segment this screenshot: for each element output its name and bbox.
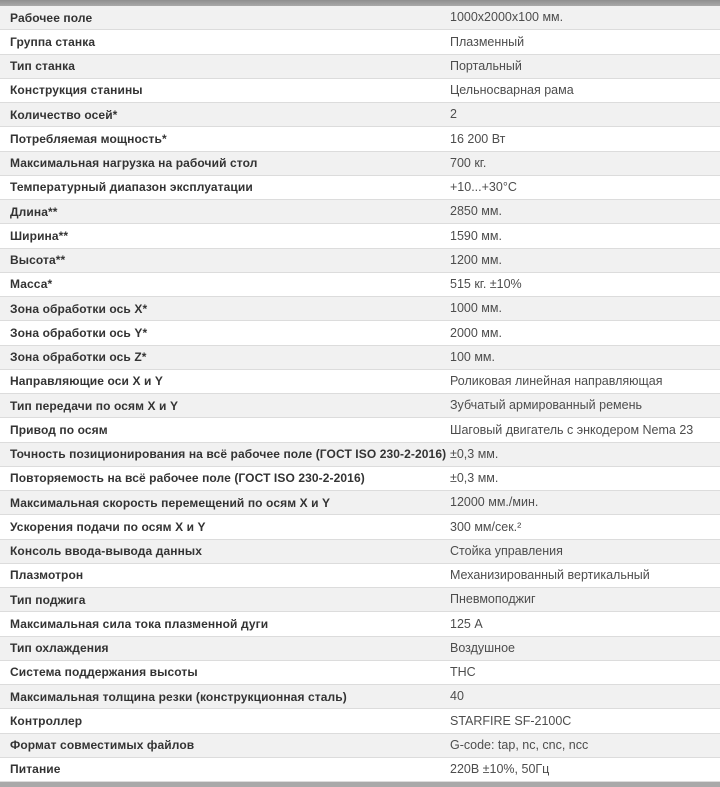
table-row <box>0 152 720 176</box>
spec-value: Цельносварная рама <box>450 83 574 98</box>
table-row <box>0 443 720 467</box>
table-row <box>0 79 720 103</box>
spec-value: Роликовая линейная направляющая <box>450 374 663 389</box>
spec-value: 1000х2000х100 мм. <box>450 10 564 25</box>
specs-table <box>0 6 720 782</box>
spec-param-label: Ускорения подачи по осям X и Y <box>10 519 206 534</box>
table-row <box>0 588 720 612</box>
spec-param-label: Зона обработки ось Z* <box>10 350 147 365</box>
spec-param-label: Максимальная толщина резки (конструкционная сталь) <box>10 689 347 704</box>
spec-param-label: Тип станка <box>10 59 75 74</box>
table-row <box>0 127 720 151</box>
table-row <box>0 6 720 30</box>
spec-value: THC <box>450 665 476 680</box>
table-row <box>0 297 720 321</box>
spec-value: G-code: tap, nc, cnc, ncc <box>450 737 589 752</box>
spec-value: Пневмоподжиг <box>450 592 536 607</box>
spec-param-label: Группа станка <box>10 34 96 49</box>
table-row <box>0 612 720 636</box>
table-row <box>0 370 720 394</box>
spec-param-label: Длина** <box>10 204 58 219</box>
spec-value: 220В ±10%, 50Гц <box>450 762 550 777</box>
table-row <box>0 418 720 442</box>
table-row <box>0 540 720 564</box>
spec-value: 2000 мм. <box>450 325 502 340</box>
spec-param-label: Высота** <box>10 253 66 268</box>
spec-param-label: Плазмотрон <box>10 568 84 583</box>
spec-value: Зубчатый армированный ремень <box>450 398 642 413</box>
spec-param-label: Точность позиционирования на всё рабочее поле (ГОСТ ISO 230-2-2016) <box>10 447 447 462</box>
spec-value: 125 А <box>450 616 483 631</box>
spec-value: 12000 мм./мин. <box>450 495 539 510</box>
spec-value: 700 кг. <box>450 155 487 170</box>
spec-param-label: Питание <box>10 762 61 777</box>
spec-param-label: Температурный диапазон эксплуатации <box>10 180 253 195</box>
table-row <box>0 515 720 539</box>
table-row <box>0 176 720 200</box>
spec-param-label: Максимальная сила тока плазменной дуги <box>10 616 269 631</box>
table-row <box>0 758 720 782</box>
spec-param-label: Ширина** <box>10 228 69 243</box>
table-row <box>0 685 720 709</box>
spec-param-label: Конструкция станины <box>10 83 143 98</box>
table-row <box>0 467 720 491</box>
spec-value: 2850 мм. <box>450 204 502 219</box>
spec-param-label: Максимальная нагрузка на рабочий стол <box>10 156 258 171</box>
table-row <box>0 709 720 733</box>
spec-value: ±0,3 мм. <box>450 471 499 486</box>
spec-param-label: Формат совместимых файлов <box>10 738 195 753</box>
table-row <box>0 321 720 345</box>
spec-value: Портальный <box>450 58 522 73</box>
spec-param-label: Консоль ввода-вывода данных <box>10 544 203 559</box>
spec-param-label: Масса* <box>10 277 53 292</box>
spec-value: 515 кг. ±10% <box>450 277 522 292</box>
spec-value: 1200 мм. <box>450 252 502 267</box>
spec-value: Плазменный <box>450 34 525 49</box>
table-row <box>0 30 720 54</box>
spec-param-label: Контроллер <box>10 713 83 728</box>
spec-param-label: Повторяемость на всё рабочее поле (ГОСТ ISO 230-2-2016) <box>10 471 365 486</box>
spec-value: STARFIRE SF-2100C <box>450 713 572 728</box>
spec-value: 16 200 Вт <box>450 131 506 146</box>
table-row <box>0 661 720 685</box>
spec-param-label: Тип поджига <box>10 592 86 607</box>
table-row <box>0 249 720 273</box>
table-row <box>0 491 720 515</box>
spec-param-label: Максимальная скорость перемещений по осям X и Y <box>10 495 331 510</box>
table-row <box>0 55 720 79</box>
spec-param-label: Зона обработки ось X* <box>10 301 148 316</box>
spec-value: ±0,3 мм. <box>450 446 499 461</box>
spec-value: +10...+30°C <box>450 180 517 195</box>
spec-value: Стойка управления <box>450 543 563 558</box>
spec-param-label: Количество осей* <box>10 107 118 122</box>
spec-param-label: Привод по осям <box>10 422 108 437</box>
spec-value: 1590 мм. <box>450 228 502 243</box>
table-row <box>0 103 720 127</box>
table-row <box>0 637 720 661</box>
spec-param-label: Зона обработки ось Y* <box>10 325 148 340</box>
spec-param-label: Тип охлаждения <box>10 641 109 656</box>
table-row <box>0 224 720 248</box>
bottom-edge-bar <box>0 782 720 787</box>
spec-param-label: Рабочее поле <box>10 10 93 25</box>
spec-value: Воздушное <box>450 640 515 655</box>
table-row <box>0 346 720 370</box>
spec-value: Механизированный вертикальный <box>450 568 650 583</box>
spec-value: 2 <box>450 107 457 122</box>
table-row <box>0 273 720 297</box>
spec-param-label: Потребляемая мощность* <box>10 131 167 146</box>
table-row <box>0 734 720 758</box>
spec-param-label: Направляющие оси X и Y <box>10 374 164 389</box>
table-row <box>0 564 720 588</box>
table-row <box>0 394 720 418</box>
spec-value: 1000 мм. <box>450 301 502 316</box>
spec-value: Шаговый двигатель с энкодером Nema 23 <box>450 422 694 437</box>
spec-value: 100 мм. <box>450 349 495 364</box>
spec-value: 40 <box>450 689 464 704</box>
spec-param-label: Тип передачи по осям X и Y <box>10 398 179 413</box>
spec-param-label: Система поддержания высоты <box>10 665 198 680</box>
spec-value: 300 мм/сек.² <box>450 519 522 534</box>
table-row <box>0 200 720 224</box>
